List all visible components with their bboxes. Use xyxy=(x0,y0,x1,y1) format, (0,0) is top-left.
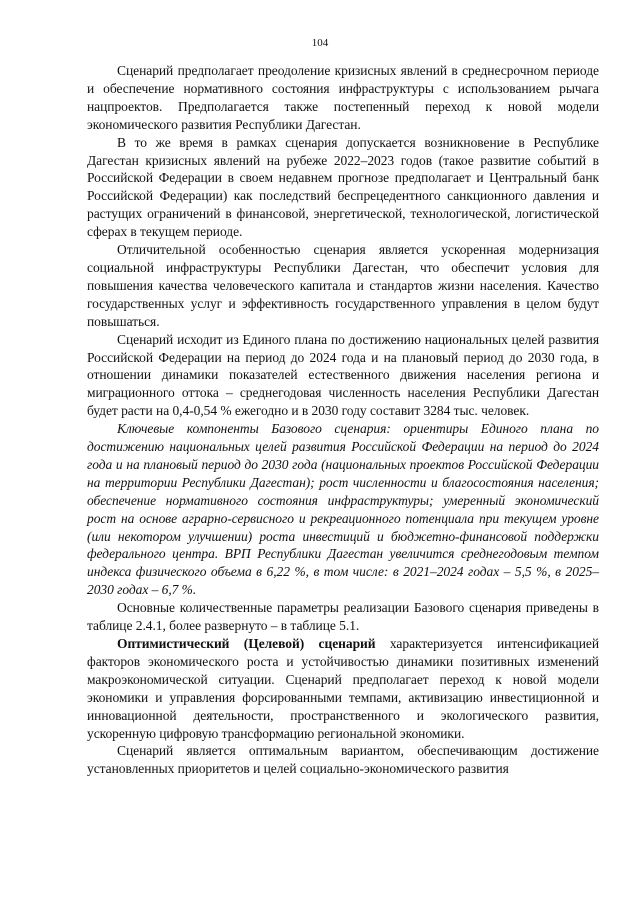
optimistic-scenario-heading: Оптимистический (Целевой) сценарий xyxy=(117,636,376,651)
paragraph-optimal-variant: Сценарий является оптимальным вариантом, обеспечивающим достижение установленных приоритетов и целей социально-экономического развития xyxy=(87,743,599,777)
paragraph-optimistic-scenario xyxy=(87,635,599,742)
paragraph-scenario-overview: Сценарий предполагает преодоление кризисных явлений в среднесрочном периоде и обеспечение нормативного состояния инфраструктуры с использованием рычага нацпроектов. Предполагается также постепенный переход к новой модели экономического развития Республики Дагестан. xyxy=(87,63,599,132)
paragraph-crisis-phenomena: В то же время в рамках сценария допускается возникновение в Республике Дагестан кризисных явлений на рубеже 2022–2023 годов (такое развитие событий в Российской Федерации в своем недавнем прогнозе предполагает и Центральный банк Российской Федерации) как последствий беспрецедентного санкционного давления и растущих ограничений в финансовой, энергетической, технологической, логистической сферах в текущем периоде. xyxy=(87,134,599,240)
paragraph-distinctive-feature: Отличительной особенностью сценария является ускоренная модернизация социальной инфраструктуры Республики Дагестан, что обеспечит условия для повышения качества человеческого капитала и стандартов жизни населения. Качество государственных услуг и эффективность государственного управления в целом будут повышаться. xyxy=(87,242,599,329)
document-body xyxy=(87,62,599,778)
paragraph-table-reference: Основные количественные параметры реализации Базового сценария приведены в таблице 2.4.1, более развернуто – в таблице 5.1. xyxy=(87,600,599,634)
paragraph-key-components: Ключевые компоненты Базового сценария: ориентиры Единого плана по достижению национальных целей развития Российской Федерации на период до 2024 года и на плановый период до 2030 года (национальных проектов Российской Федерации на территории Республики Дагестан); рост численности и благосостояния населения; обеспечение нормативного состояния инфраструктуры; умеренный экономический рост на основе аграрно-сервисного и рекреационного потенциала при текущем уровне (или некотором улучшении) роста инвестиций и бюджетно-финансовой поддержки федерального центра. ВРП Республики Дагестан увеличится среднегодовым темпом индекса физического объема в 6,22 %, в том числе: в 2021–2024 годах – 5,5 %, в 2025–2030 годах – 6,7 %. xyxy=(87,421,599,598)
page-number: 104 xyxy=(311,37,329,49)
paragraph-population-forecast: Сценарий исходит из Единого плана по достижению национальных целей развития Российской Федерации на период до 2024 года и на плановый период до 2030 года, в отношении динамики показателей естественного движения населения региона и миграционного оттока – среднегодовая численность населения Республики Дагестан будет расти на 0,4-0,54 % ежегодно и в 2030 году составит 3284 тыс. человек. xyxy=(87,331,599,419)
optimistic-scenario-text: характеризуется интенсификацией факторов экономического роста и устойчивостью динамики позитивных изменений макроэкономической ситуации. Сценарий предполагает переход к новой модели экономики и управления форсированными темпами, активизацию инвестиционной и инновационной деятельности, пространственного и экологического развития, ускоренную цифровую трансформацию региональной экономики. xyxy=(87,636,599,741)
